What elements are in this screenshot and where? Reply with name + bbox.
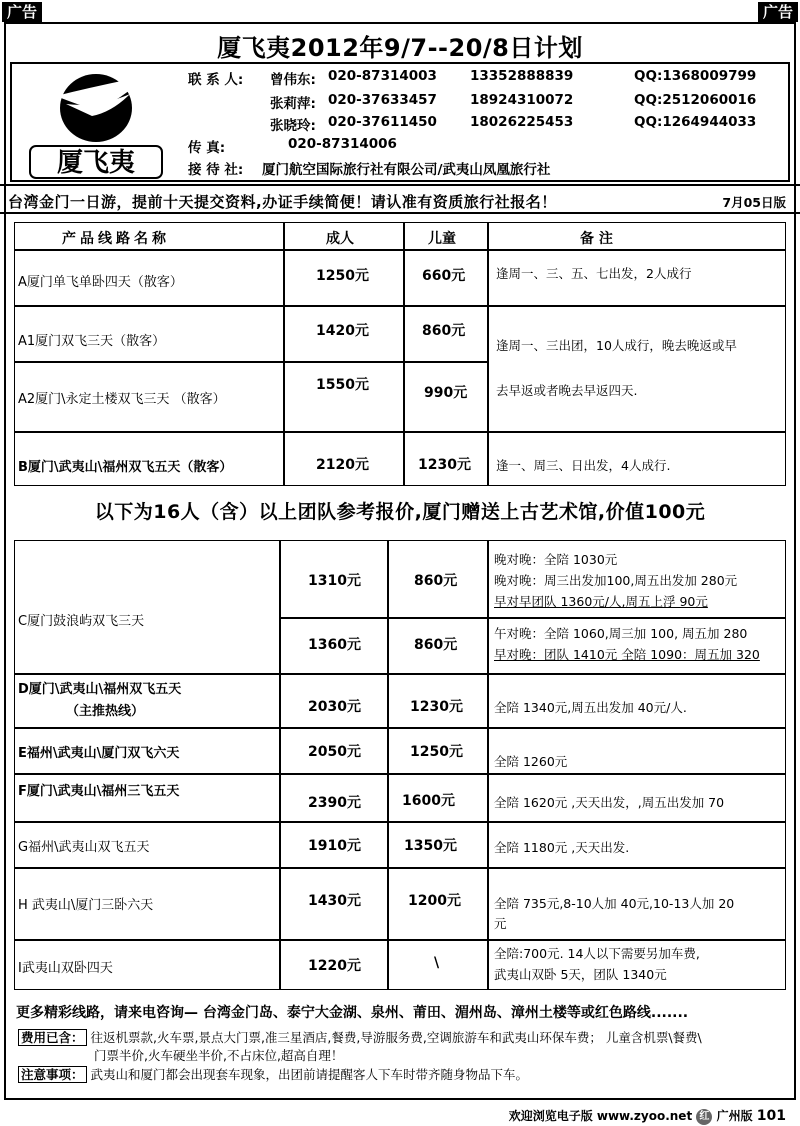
adult-price-a2: 1550元 bbox=[316, 377, 369, 393]
header-remark: 备 注 bbox=[580, 231, 613, 247]
contact-qq-3: QQ:1264944033 bbox=[634, 114, 757, 130]
page-number: 101 bbox=[756, 1108, 786, 1124]
adult-price-h: 1430元 bbox=[308, 893, 361, 909]
adult-price-b: 2120元 bbox=[316, 457, 369, 473]
fee-text-2: 门票半价,火车硬坐半价,不占床位,超高自理！ bbox=[94, 1048, 344, 1063]
route-d-note: （主推热线） bbox=[66, 704, 145, 719]
route-i: I武夷山双卧四天 bbox=[18, 961, 113, 976]
child-price-h: 1200元 bbox=[408, 893, 461, 909]
header-route: 产品线路名称 bbox=[62, 231, 170, 247]
remark-a1-a2-line1: 逢周一、三出团，10人成行，晚去晚返或早 bbox=[496, 338, 737, 353]
remark-c2-1: 午对晚：全陪 1060,周三加 100, 周五加 280 bbox=[494, 626, 748, 641]
footer-badge-icon: 红 bbox=[696, 1109, 712, 1125]
remark-c1-2: 晚对晚：周三出发加100,周五出发加 280元 bbox=[494, 573, 738, 588]
child-price-f: 1600元 bbox=[402, 793, 455, 809]
header-adult: 成人 bbox=[326, 231, 354, 247]
contact-mobile-1: 13352888839 bbox=[470, 68, 574, 84]
host-label: 接 待 社: bbox=[188, 162, 244, 178]
child-price-d: 1230元 bbox=[410, 699, 463, 715]
company-logo bbox=[26, 68, 176, 180]
route-a1: A1厦门双飞三天（散客） bbox=[18, 334, 166, 349]
adult-price-g: 1910元 bbox=[308, 838, 361, 854]
remark-h-1: 全陪 735元,8-10人加 40元,10-13人加 20 bbox=[494, 896, 735, 911]
contact-phone-2: 020-37633457 bbox=[328, 92, 437, 108]
route-e: E福州\武夷山\厦门双飞六天 bbox=[18, 746, 180, 761]
notice-bar bbox=[0, 184, 800, 214]
contact-qq-1: QQ:1368009799 bbox=[634, 68, 757, 84]
adult-price-a: 1250元 bbox=[316, 268, 369, 284]
adult-price-c1: 1310元 bbox=[308, 573, 361, 589]
remark-c1-1: 晚对晚：全陪 1030元 bbox=[494, 552, 618, 567]
contact-mobile-2: 18924310072 bbox=[470, 92, 574, 108]
adult-price-d: 2030元 bbox=[308, 699, 361, 715]
remark-e: 全陪 1260元 bbox=[494, 754, 568, 769]
child-price-a1: 860元 bbox=[422, 323, 466, 339]
remark-c2-2: 早对晚：团队 1410元 全陪 1090：周五加 320 bbox=[494, 647, 760, 662]
child-price-b: 1230元 bbox=[418, 457, 471, 473]
remark-f: 全陪 1620元 ,天天出发，,周五出发加 70 bbox=[494, 795, 725, 810]
fax-number: 020-87314006 bbox=[288, 136, 397, 152]
contact-name-1: 曾伟东: bbox=[270, 72, 316, 88]
contact-mobile-3: 18026225453 bbox=[470, 114, 574, 130]
remark-i-1: 全陪:700元. 14人以下需要另加车费, bbox=[494, 946, 700, 961]
page-footer bbox=[509, 1107, 786, 1125]
route-d: D厦门\武夷山\福州双飞五天 bbox=[18, 682, 182, 697]
contact-box bbox=[10, 62, 790, 182]
child-price-a2: 990元 bbox=[424, 385, 468, 401]
notice-text: 台湾金门一日游，提前十天提交资料,办证手续简便！请认准有资质旅行社报名！ bbox=[8, 193, 557, 211]
edition-label: 7月05日版 bbox=[722, 195, 786, 210]
remark-h-2: 元 bbox=[494, 916, 507, 931]
page-title: 厦飞夷2012年9/7--20/8日计划 bbox=[217, 34, 583, 62]
host-agency: 厦门航空国际旅行社有限公司/武夷山凤凰旅行社 bbox=[262, 162, 551, 178]
child-price-a: 660元 bbox=[422, 268, 466, 284]
child-price-c2: 860元 bbox=[414, 637, 458, 653]
logo-text: 厦飞夷 bbox=[56, 148, 136, 178]
fee-text-1: 往返机票款,火车票,景点大门票,准三星酒店,餐费,导游服务费,空调旅游车和武夷山环保车费； 儿童含机票\餐费\ bbox=[90, 1030, 702, 1045]
fee-section bbox=[14, 1024, 790, 1084]
header-child: 儿童 bbox=[428, 231, 456, 247]
route-a2: A2厦门\永定土楼双飞三天 （散客） bbox=[18, 392, 226, 407]
contact-qq-2: QQ:2512060016 bbox=[634, 92, 757, 108]
adult-price-c2: 1360元 bbox=[308, 637, 361, 653]
route-h: H 武夷山\厦门三卧六天 bbox=[18, 898, 154, 913]
adult-price-e: 2050元 bbox=[308, 744, 361, 760]
attention-text: 武夷山和厦门都会出现套车现象，出团前请提醒客人下车时带齐随身物品下车。 bbox=[90, 1067, 529, 1082]
contact-phone-1: 020-87314003 bbox=[328, 68, 437, 84]
footer-edition: 广州版 bbox=[716, 1109, 753, 1123]
attention-label: 注意事项： bbox=[18, 1066, 87, 1083]
route-a: A厦门单飞单卧四天（散客） bbox=[18, 275, 183, 290]
route-b: B厦门\武夷山\福州双飞五天（散客） bbox=[18, 460, 233, 475]
group-tour-title: 以下为16人（含）以上团队参考报价,厦门赠送上古艺术馆,价值100元 bbox=[94, 501, 706, 523]
route-c: C厦门鼓浪屿双飞三天 bbox=[18, 614, 145, 629]
child-price-i: \ bbox=[434, 955, 440, 971]
ad-tag-right: 广告 bbox=[758, 2, 798, 22]
remark-d: 全陪 1340元,周五出发加 40元/人. bbox=[494, 700, 687, 715]
contact-name-3: 张晓玲: bbox=[270, 118, 316, 134]
more-routes-text: 更多精彩线路，请来电咨询— 台湾金门岛、泰宁大金湖、泉州、莆田、湄州岛、漳州土楼等或红色路线....... bbox=[16, 1005, 689, 1021]
remark-i-2: 武夷山双卧 5天，团队 1340元 bbox=[494, 967, 667, 982]
adult-price-a1: 1420元 bbox=[316, 323, 369, 339]
fee-label: 费用已含： bbox=[18, 1029, 87, 1046]
fax-label: 传 真: bbox=[188, 140, 226, 156]
route-f: F厦门\武夷山\福州三飞五天 bbox=[18, 784, 180, 799]
contact-label: 联 系 人: bbox=[188, 72, 244, 88]
child-price-g: 1350元 bbox=[404, 838, 457, 854]
remark-a1-a2-line2: 去早返或者晚去早返四天. bbox=[496, 383, 638, 398]
route-g: G福州\武夷山双飞五天 bbox=[18, 840, 150, 855]
remark-g: 全陪 1180元 ,天天出发. bbox=[494, 840, 630, 855]
contact-phone-3: 020-37611450 bbox=[328, 114, 437, 130]
remark-c1-3: 早对早团队 1360元/人,周五上浮 90元 bbox=[494, 594, 708, 609]
adult-price-i: 1220元 bbox=[308, 958, 361, 974]
child-price-e: 1250元 bbox=[410, 744, 463, 760]
adult-price-f: 2390元 bbox=[308, 795, 361, 811]
ad-tag-left: 广告 bbox=[2, 2, 42, 22]
contact-name-2: 张莉萍: bbox=[270, 96, 316, 112]
remark-a: 逢周一、三、五、七出发，2人成行 bbox=[496, 266, 692, 281]
footer-site-text: 欢迎浏览电子版 www.zyoo.net bbox=[508, 1109, 693, 1123]
remark-b: 逢一、周三、日出发，4人成行. bbox=[496, 458, 671, 473]
table-row bbox=[14, 540, 280, 674]
child-price-c1: 860元 bbox=[414, 573, 458, 589]
